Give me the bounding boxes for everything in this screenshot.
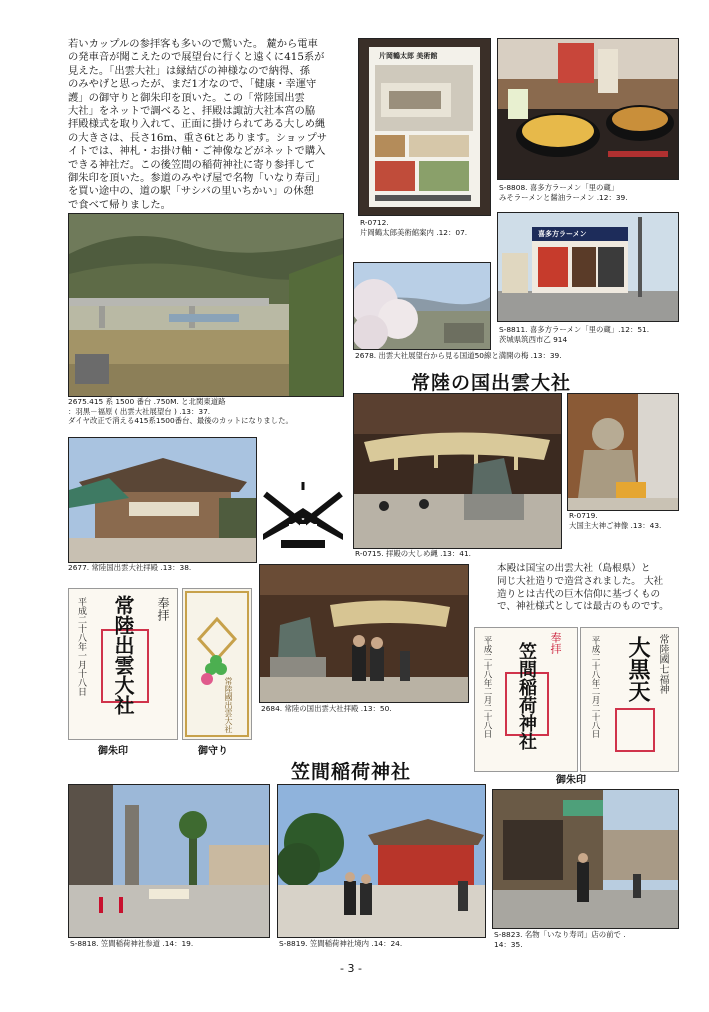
caption-2684: 2684. 常陸の国出雲大社拝殿 .13：50.: [261, 704, 392, 713]
intro-line: で食べて帰りました。: [68, 198, 171, 211]
intro-line: の発車音が聞こえたので展望台に行くと遠くに415系が: [68, 51, 325, 64]
caption-r0712: R-0712. 片岡鶴太郎美術館案内 .12：07.: [360, 218, 468, 237]
stamp-date: 平成二十八年一月十八日: [76, 597, 86, 696]
caption-s8808: S-8808. 喜多方ラーメン「里の蔵」 みそラーメンと醤油ラーメン .12：39.: [499, 183, 628, 202]
stamp-sub: 常陸國七福神: [657, 634, 668, 694]
stamp-main-text: 大黒天: [625, 636, 651, 702]
photo-daikoku-statue: [567, 393, 679, 511]
photo-shimenawa: [353, 393, 562, 549]
stamp-izumo-goshuin: [68, 588, 178, 740]
ramen-shop-sign: 喜多方ラーメン: [538, 229, 587, 238]
omamori-text: 常陸國出雲大社: [224, 677, 233, 733]
intro-line: 見えた。「出雲大社」は縁結びの神様なので納得、孫: [68, 64, 310, 77]
caption-s8823: S-8823. 名物「いなり寿司」店の前で . 14：35.: [494, 930, 626, 949]
intro-text: [68, 38, 353, 212]
stamp-date: 平成二十八年二月二十八日: [482, 636, 492, 738]
museum-sign-text: 片岡鶴太郎 美術館: [379, 51, 438, 60]
stamp-top: 奉拝: [549, 632, 562, 654]
label-goshuin-2: 御朱印: [556, 775, 586, 786]
stamp-daikoku-goshuin: [580, 627, 679, 772]
stamp-date: 平成二十八年二月二十八日: [590, 636, 600, 738]
intro-line: 護」の御守りと御朱印を頂いた。この「常陸国出雲: [68, 91, 305, 104]
heading-kasama-inari: 笠間稲荷神社: [291, 761, 412, 783]
caption-s8819: S-8819. 笠間稲荷神社境内 .14：24.: [279, 939, 403, 948]
caption-r0715: R-0715. 拝殿の大しめ縄 .13：41.: [355, 549, 471, 558]
stamp-omamori: [182, 588, 252, 740]
caption-2678: 2678. 出雲大社展望台から見る国道50線と満開の梅 .13：39.: [355, 351, 562, 360]
photo-museum-poster: [358, 38, 491, 216]
stamp-main-text: 常陸出雲大社: [111, 595, 135, 715]
intro-line: できる神社だ。この後笠間の稲荷神社に寄り参拝して: [68, 158, 316, 171]
intro-line: の大きさは、長さ16m、重さ6tとあります。ショップサ: [68, 131, 328, 144]
stamp-seal: [615, 708, 655, 752]
photo-haiden-visitors: [259, 564, 469, 703]
stamp-side: 奉拝: [156, 597, 170, 621]
photo-kasama-keidai: [277, 784, 486, 938]
stamp-inari-goshuin: [474, 627, 578, 772]
stamp-main-text: 笠間稲荷神社: [516, 642, 537, 750]
heading-izumo-taisha: 常陸の国出雲大社: [411, 372, 572, 394]
intro-line: のみやげと思ったが、まだ1才なので、「健康・幸運守: [68, 78, 317, 91]
caption-s8818: S-8818. 笠間稲荷神社参道 .14：19.: [70, 939, 194, 948]
photo-ramen-bowls: [497, 38, 679, 180]
intro-line: 御朱印を頂いた。参道のみやげ屋で名物「いなり寿司」: [68, 172, 326, 185]
intro-line: 大社」をネットで調べると、拝殿は諏訪大社本宮の脇: [68, 105, 316, 118]
shrine-roof-emblem: [259, 478, 347, 554]
photo-kasama-sando: [68, 784, 270, 938]
photo-train-landscape: [68, 213, 344, 397]
izumo-description: 本殿は国宝の出雲大社（島根県）と 同じ大社造りで造営されました。 大社 造りとは古代の巨木信仰に基づくもの で、神社様式としては最古のものです。: [497, 563, 669, 613]
photo-inari-sushi-shop: [492, 789, 679, 929]
label-omamori: 御守り: [198, 746, 228, 757]
photo-ramen-shop: [497, 212, 679, 322]
caption-r0719: R-0719. 大国主大神ご神像 .13：43.: [569, 511, 662, 530]
page-number: - 3 -: [340, 962, 362, 975]
caption-s8811: S-8811. 喜多方ラーメン「里の蔵」.12：51. 茨城県筑西市乙 914: [499, 325, 650, 344]
photo-shrine-haiden: [68, 437, 257, 563]
intro-line: 若いカップルの参拝客も多いので驚いた。 麓から電車: [68, 38, 318, 50]
intro-line: を買い途中の、道の駅「サシバの里いちかい」の休憩: [68, 185, 314, 198]
caption-2675: 2675.415 系 1500 番台 .750M. と北関東道路 ：羽黒－福原 ( 出雲大社展望台 ) .13：37. ダイヤ改正で消える415系1500番台、最後のカットになりました。: [68, 397, 293, 426]
label-goshuin-1: 御朱印: [98, 746, 128, 757]
caption-2677: 2677. 常陸国出雲大社拝殿 .13：38.: [68, 563, 192, 572]
intro-line: 拝殿様式を取り入れて、正面に掛けられてある大しめ縄: [68, 118, 326, 131]
intro-line: イトでは、神札・お掛け軸・ご神像などがネットで購入: [68, 145, 326, 158]
photo-plum-blossom: [353, 262, 491, 350]
